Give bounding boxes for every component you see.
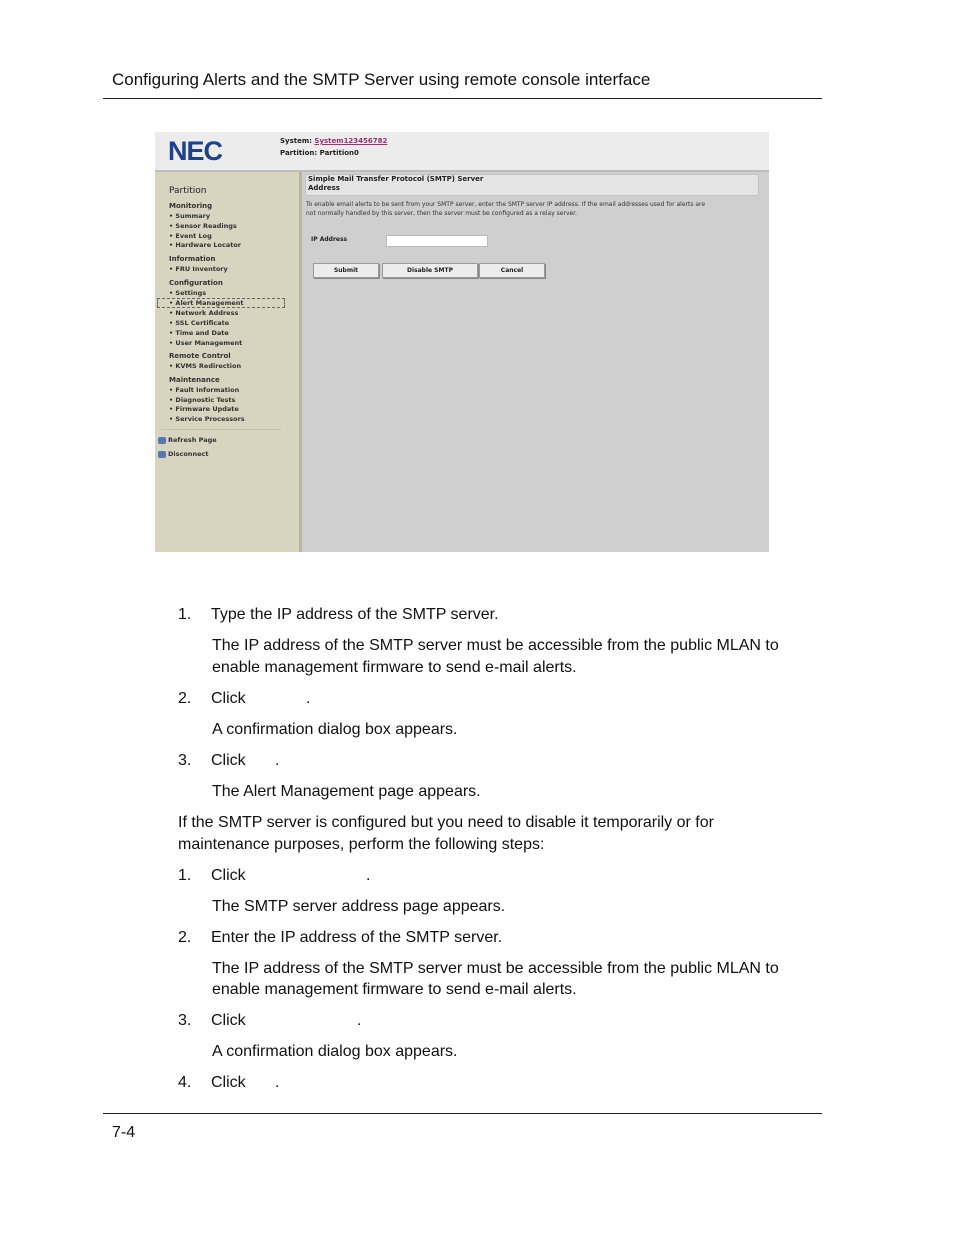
- submit-button[interactable]: Submit: [313, 263, 379, 278]
- sidebar-divider: [161, 429, 281, 430]
- step-1-text: Type the IP address of the SMTP server.: [211, 606, 499, 623]
- sidebar-item-hardware-locator[interactable]: • Hardware Locator: [169, 241, 241, 249]
- intro-line1: If the SMTP server is configured but you need to disable it temporarily or for: [178, 814, 714, 831]
- disable-step-2-note-line2: enable management firmware to send e-mail alerts.: [212, 981, 577, 998]
- step-3-period: .: [275, 752, 280, 769]
- panel-description-line1: To enable email alerts to be sent from your SMTP server, enter the SMTP server IP address. If the email addresses used for alerts are: [306, 201, 706, 208]
- page-header-title: Configuring Alerts and the SMTP Server using remote console interface: [112, 70, 651, 89]
- sidebar-item-time-and-date[interactable]: • Time and Date: [169, 329, 229, 337]
- sidebar-item-service-processors[interactable]: • Service Processors: [169, 415, 245, 423]
- step-3-number: 3.: [178, 752, 192, 769]
- disable-step-3-text: Click: [211, 1012, 246, 1029]
- nec-logo: NEC: [168, 136, 223, 166]
- disable-step-1-note: The SMTP server address page appears.: [212, 898, 506, 915]
- sidebar-heading-configuration: Configuration: [169, 279, 223, 287]
- sidebar-title: Partition: [169, 186, 207, 196]
- partition-line: Partition: Partition0: [280, 149, 359, 157]
- disable-step-1-period: .: [366, 867, 371, 884]
- sidebar-item-diagnostic-tests[interactable]: • Diagnostic Tests: [169, 396, 236, 404]
- panel-title: [305, 174, 759, 196]
- sidebar-heading-information: Information: [169, 255, 216, 263]
- step-2-text: Click: [211, 690, 246, 707]
- disable-step-4-period: .: [275, 1074, 280, 1091]
- ip-address-label: IP Address: [311, 236, 348, 243]
- sidebar-item-summary[interactable]: • Summary: [169, 212, 211, 220]
- sidebar-heading-monitoring: Monitoring: [169, 202, 213, 210]
- disconnect-link[interactable]: Disconnect: [158, 450, 208, 458]
- step-1-note-line1: The IP address of the SMTP server must be accessible from the public MLAN to: [212, 637, 779, 654]
- sidebar-heading-remote-control: Remote Control: [169, 352, 231, 360]
- page-number: 7-4: [112, 1124, 136, 1141]
- disable-step-3-period: .: [357, 1012, 362, 1029]
- console-main-panel: [305, 172, 769, 552]
- sidebar-item-fault-information[interactable]: • Fault Information: [169, 386, 240, 394]
- panel-title-line1: Simple Mail Transfer Protocol (SMTP) Server: [308, 175, 484, 183]
- console-header: [155, 132, 769, 172]
- sidebar-item-alert-management[interactable]: • Alert Management: [158, 299, 284, 307]
- disconnect-icon: [158, 451, 166, 458]
- disable-step-2-text: Enter the IP address of the SMTP server.: [211, 929, 503, 946]
- sidebar-heading-maintenance: Maintenance: [169, 376, 220, 384]
- step-3-note: The Alert Management page appears.: [212, 783, 481, 800]
- disable-step-3-number: 3.: [178, 1012, 192, 1029]
- sidebar-item-settings[interactable]: • Settings: [169, 289, 207, 297]
- step-2-note: A confirmation dialog box appears.: [212, 721, 458, 738]
- disable-step-3-note: A confirmation dialog box appears.: [212, 1043, 458, 1060]
- step-3-text: Click: [211, 752, 246, 769]
- sidebar-item-sensor-readings[interactable]: • Sensor Readings: [169, 222, 237, 230]
- panel-title-line2: Address: [308, 184, 340, 192]
- disable-smtp-button[interactable]: Disable SMTP: [382, 263, 478, 278]
- intro-line2: maintenance purposes, perform the following steps:: [178, 836, 545, 853]
- panel-description-line2: not normally handled by this server, then the server must be configured as a relay server.: [306, 210, 578, 217]
- disable-step-2-note-line1: The IP address of the SMTP server must be accessible from the public MLAN to: [212, 960, 779, 977]
- sidebar-item-kvms-redirection[interactable]: • KVMS Redirection: [169, 362, 242, 370]
- header-rule: [103, 98, 822, 99]
- step-1-note-line2: enable management firmware to send e-mail alerts.: [212, 659, 577, 676]
- sidebar-item-user-management[interactable]: • User Management: [169, 339, 243, 347]
- disable-step-1-number: 1.: [178, 867, 192, 884]
- step-1-number: 1.: [178, 606, 192, 623]
- disable-step-4-number: 4.: [178, 1074, 192, 1091]
- ip-address-input[interactable]: [386, 235, 488, 247]
- console-sidebar: [155, 172, 302, 552]
- sidebar-item-fru-inventory[interactable]: • FRU Inventory: [169, 265, 228, 273]
- system-label: System:: [280, 137, 312, 145]
- step-2-number: 2.: [178, 690, 192, 707]
- step-2-period: .: [306, 690, 311, 707]
- refresh-icon: [158, 437, 166, 444]
- sidebar-item-ssl-certificate[interactable]: • SSL Certificate: [169, 319, 230, 327]
- sidebar-item-network-address[interactable]: • Network Address: [169, 309, 239, 317]
- system-line: [280, 137, 387, 145]
- disable-step-2-number: 2.: [178, 929, 192, 946]
- disable-step-1-text: Click: [211, 867, 246, 884]
- panel-description: [306, 200, 756, 218]
- sidebar-item-firmware-update[interactable]: • Firmware Update: [169, 405, 239, 413]
- sidebar-item-event-log[interactable]: • Event Log: [169, 232, 212, 240]
- remote-console-screenshot: [155, 132, 769, 552]
- system-link[interactable]: System123456782: [314, 137, 388, 145]
- refresh-page-link[interactable]: Refresh Page: [158, 436, 217, 444]
- disable-step-4-text: Click: [211, 1074, 246, 1091]
- footer-rule: [103, 1113, 822, 1114]
- cancel-button[interactable]: Cancel: [479, 263, 545, 278]
